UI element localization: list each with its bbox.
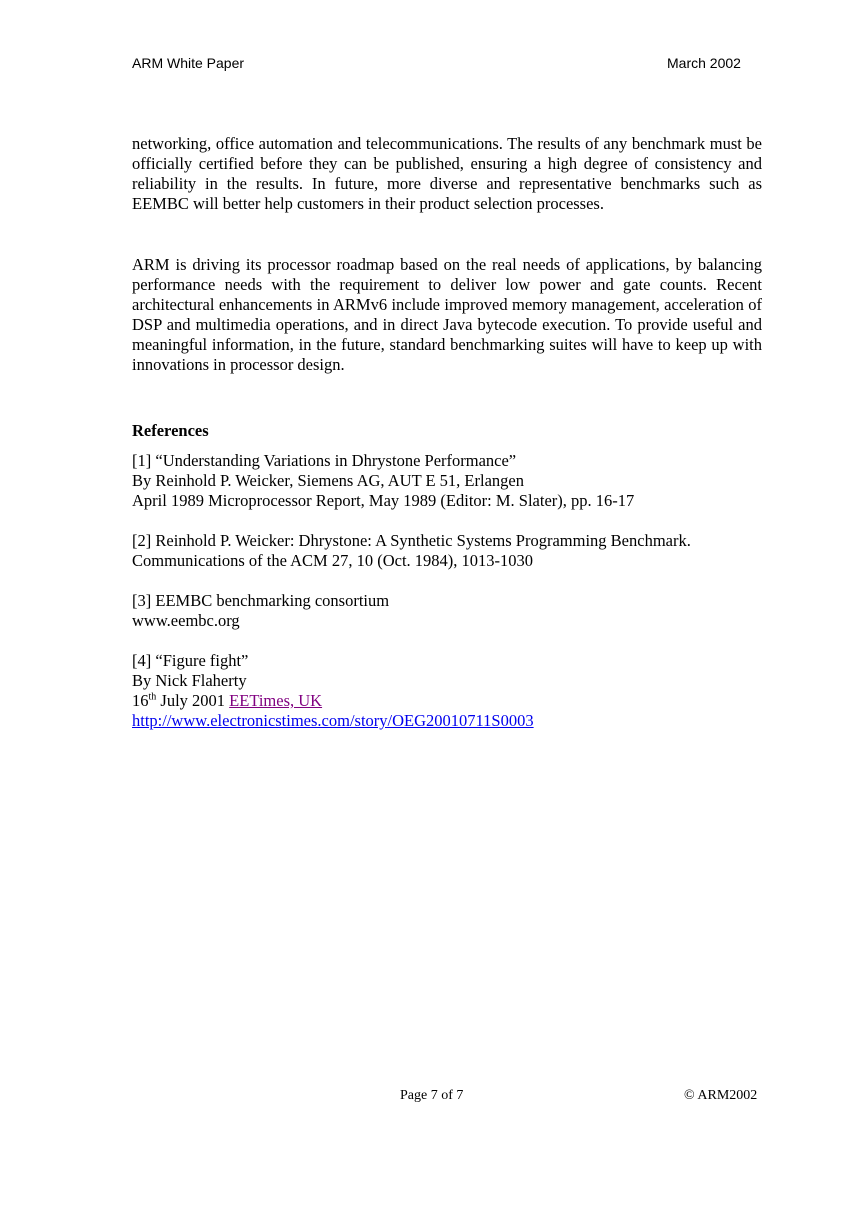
references-heading: References xyxy=(132,421,209,440)
reference-2-title: [2] Reinhold P. Weicker: Dhrystone: A Synthetic Systems Programming Benchmark. xyxy=(132,531,691,550)
reference-3 xyxy=(132,591,772,631)
reference-1-author: By Reinhold P. Weicker, Siemens AG, AUT E 51, Erlangen xyxy=(132,471,524,490)
reference-2 xyxy=(132,531,772,571)
reference-3-title: [3] EEMBC benchmarking consortium xyxy=(132,591,390,610)
header-date: March 2002 xyxy=(667,55,741,71)
page-number: Page 7 of 7 xyxy=(400,1088,464,1103)
reference-2-source: Communications of the ACM 27, 10 (Oct. 1984), 1013-1030 xyxy=(132,551,534,570)
article-url-link[interactable]: http://www.electronicstimes.com/story/OEG20010711S0003 xyxy=(132,711,534,730)
copyright: © ARM2002 xyxy=(684,1088,758,1103)
reference-3-site: www.eembc.org xyxy=(132,611,240,630)
reference-4-author: By Nick Flaherty xyxy=(132,671,247,690)
reference-4-date-line xyxy=(132,691,772,711)
header-title: ARM White Paper xyxy=(132,55,245,71)
reference-4-title: [4] “Figure fight” xyxy=(132,651,249,670)
reference-1-source: April 1989 Microprocessor Report, May 1989 (Editor: M. Slater), pp. 16-17 xyxy=(132,491,635,510)
reference-4-date-day: 16 xyxy=(132,691,149,710)
reference-4 xyxy=(132,651,772,731)
reference-1 xyxy=(132,451,772,511)
body-paragraph-2: ARM is driving its processor roadmap based on the real needs of applications, by balancing performance needs with the requirement to deliver low power and gate counts. Recent architectural enhancements in ARMv6 include improved memory management, acceleration of DSP and multimedia operations, and in direct Java bytecode execution. To provide useful and meaningful information, in the future, standard benchmarking suites will have to keep up with innovations in processor design. xyxy=(132,255,762,374)
reference-4-date-rest: July 2001 xyxy=(156,691,230,710)
reference-4-date-suffix: th xyxy=(148,691,157,703)
eetimes-link[interactable]: EETimes, UK xyxy=(229,691,323,710)
reference-1-title: [1] “Understanding Variations in Dhrystone Performance” xyxy=(132,451,517,470)
reference-4-url-line xyxy=(132,711,772,731)
body-paragraph-1: networking, office automation and telecommunications. The results of any benchmark must be officially certified before they can be published, ensuring a high degree of consistency and reliability in the results. In future, more diverse and representative benchmarks such as EEMBC will better help customers in their product selection processes. xyxy=(132,134,762,213)
